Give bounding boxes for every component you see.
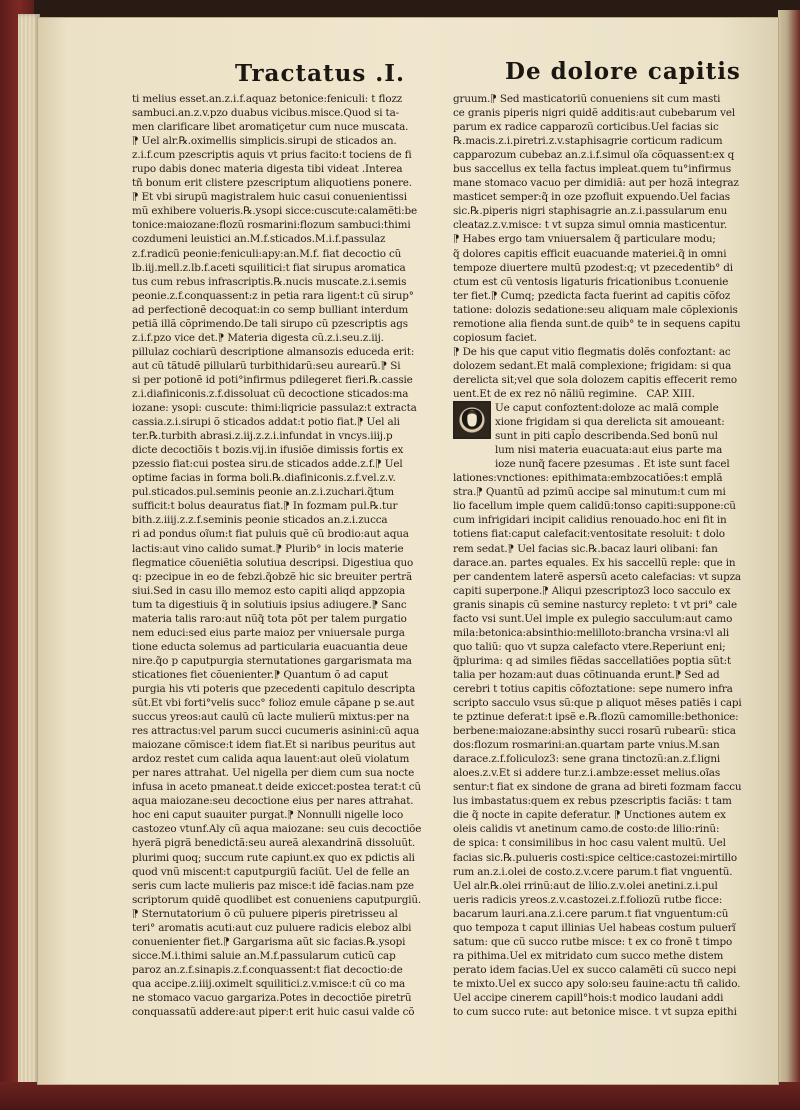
running-head-left: Tractatus .I. [235, 60, 406, 87]
text-line: z.f.radicũ peonie:feniculi:apy:an.M.f. fiat decoctio cũ [132, 247, 402, 260]
text-line: quod vnũ miscent:t caputpurgiũ faciũt. Uel de felle an [132, 865, 410, 878]
text-line: quo taliũ: quo vt supza calefacto vtere.Reperiunt eni; [453, 640, 726, 653]
chapter-number: CAP. XIII. [643, 387, 695, 400]
heading-line: dolozem sedant.Et malã complexione; frigidam: si qua [453, 359, 732, 372]
text-line: facias sic.℞.pulueris costi:spice celtice:castozei:mirtillo [453, 851, 738, 864]
text-line: to cum succo rute: aut betonice misce. t vt supza epithi [453, 1006, 737, 1019]
text-line: petiã illã cõprimendo.De tali sirupo cũ pzescriptis ags [132, 317, 408, 330]
right-column-body-text [453, 471, 753, 1019]
text-line: plurimi quoq; succum rute capiunt.ex quo ex pdictis ali [132, 851, 415, 864]
text-line: cerebri t totius capitis cõfoztatione: sepe numero infra [453, 682, 733, 695]
text-line: aut cũ tãtudẽ pillularũ turbithidarũ:seu aurearũ.⁋ Si [132, 359, 401, 372]
text-line: die q̃ nocte in capite deferatur. ⁋ Unctiones autem ex [453, 809, 726, 822]
text-line: pillulaz cochiarũ descriptione almansozis educeda erit: [132, 345, 415, 358]
text-line: sicce.M.i.thimi saluie an.M.f.passularum cuticũ cap [132, 949, 396, 962]
text-line: capparozum cubebaz an.z.i.f.simul oĩa cõquassent:ex q [453, 149, 735, 162]
text-line: cum infrigidari incipit calidius renouado.hoc eni fit in [453, 514, 727, 527]
text-line: ri ad pondus oĩum:t fiat puluis quẽ cũ brodio:aut aqua [132, 528, 409, 541]
text-line: perato idem facias.Uel ex succo calamẽti cũ succo nepi [453, 963, 737, 976]
text-line: lationes:vnctiones: epithimata:embzocatiões:t emplã [453, 472, 723, 485]
text-line: tione educta solemus ad particularia euacuantia deue [132, 640, 408, 653]
text-line: ctum est cũ ventosis ligaturis fricationibus t.conuenie [453, 275, 729, 288]
text-line: sũt.Et vbi forti°velis succ° folioz emule cãpane p se.aut [132, 697, 415, 710]
text-line: tus cum rebus infrascriptis.℞.nucis muscate.z.i.semis [132, 275, 407, 288]
text-line: sunt in piti capl̃o describenda.Sed bonũ nul [495, 430, 718, 443]
text-line: cassia.z.i.sirupi õ sticados addat:t potio fiat.⁋ Uel ali [132, 416, 400, 429]
text-line: nem educi:sed eius parte maioz per vniuersale purga [132, 626, 405, 639]
text-line: granis sinapis cũ semine nasturcy repleto: t vt pri° cale [453, 598, 737, 611]
text-line: castozeo vtunf.Aly cũ aqua maiozane: seu cuis decoctiõe [132, 823, 422, 836]
chapter-opening [453, 401, 753, 471]
text-line: de spica: t consimilibus in hoc casu valent multũ. Uel [453, 837, 726, 850]
section-heading: ⁋ De his que caput vitio flegmatis dolẽs confoztant: ac [453, 345, 731, 358]
text-line: ⁋ Habes ergo tam vniuersalem q̃ particulare modu; [453, 233, 716, 246]
text-line: q̃ dolores capitis efficit euacuande materiei.q̃ in omni [453, 247, 727, 260]
book-cover-bottom [0, 1082, 800, 1110]
heading-line: uent.Et de ex rez nõ nãliũ regimine. CAP. XIII. [453, 387, 695, 400]
text-line: mila:betonica:absinthio:melilloto:brancha vrsina:vl ali [453, 626, 730, 639]
text-line: peonie.z.f.conquassent:z in petia rara ligent:t cũ sirup° [132, 289, 414, 302]
text-line: tatione: dolozis sedatione:seu aliquam male cõplexionis [453, 303, 738, 316]
text-line: q: pzecipue in eo de febzi.q̃obzẽ hic sic breuiter pertrã [132, 570, 413, 583]
text-line: totiens fiat:caput calefacit:ventositate resoluit: t dolo [453, 528, 725, 541]
text-line: lb.iij.mell.z.lb.f.aceti squilitici:t fiat sirupus aromatica [132, 261, 406, 274]
text-line: masticet semper:q̃ in oze pzofluit expuendo.Uel facias [453, 191, 730, 204]
text-line: copiosum faciet. [453, 331, 537, 344]
chapter-opening-text [453, 401, 753, 471]
text-line: ra pithima.Uel ex mitridato cum succo methe distem [453, 949, 724, 962]
text-line: darace.an. partes equales. Ex his saccellũ reple: que in [453, 556, 736, 569]
text-line: maiozane cõmisce:t idem fiat.Et si naribus peuritus aut [132, 739, 416, 752]
text-line: scriptorum quidẽ quodlibet est conueniens caputpurgiũ. [132, 893, 422, 906]
text-line: scripto sacculo vsus sũ:que p aliquot mẽses patiẽs i capi [453, 697, 742, 710]
text-line: seris cum lacte mulieris paz misce:t idẽ facias.nam pze [132, 879, 414, 892]
text-line: q̃plurima: q ad similes fiẽdas saccellatiões poptia sũt:t [453, 654, 732, 667]
text-line: ad perfectionẽ decoquat:in co semp bulliant interdum [132, 303, 409, 316]
text-line: per candentem laterẽ aspersũ aceto calefacias: vt supza [453, 570, 741, 583]
decorated-initial: O [453, 401, 491, 439]
text-line: succus yreos:aut caulũ cũ lacte mulierũ mixtus:per na [132, 711, 410, 724]
text-line: parum ex radice capparozũ corticibus.Uel facias sic [453, 121, 719, 134]
text-line: bacarum lauri.ana.z.i.cere parum.t fiat vnguentum:cũ [453, 907, 729, 920]
text-line: iozane: ysopi: cuscute: thimi:liqricie passulaz:t extracta [132, 402, 417, 415]
text-line: z.i.f.pzo vice det.⁋ Materia digesta cũ.z.i.seu.z.iij. [132, 331, 384, 344]
text-line: quo tempoza t caput illinias Uel habeas costum puluerĩ [453, 921, 736, 934]
text-line: facto vsi sunt.Uel imple ex pulegio sacculum:aut camo [453, 612, 733, 625]
text-line: sticationes fiet cõuenienter.⁋ Quantum õ ad caput [132, 668, 389, 681]
text-line: lum nisi materia euacuata:aut eius parte ma [495, 444, 723, 457]
left-text-column [132, 92, 437, 1019]
text-line: ℞.macis.z.i.piretri.z.v.staphisagrie corticum radicum [453, 135, 723, 148]
text-line: mane stomaco vacuo per dimidiã: aut per hozã integraz [453, 177, 739, 190]
text-line: ardoz restet cum calida aqua lauent:aut oleũ violatum [132, 753, 410, 766]
text-line: xione frigidam si qua derelicta sit amoueant: [495, 416, 725, 429]
text-line: sufficit:t bolus deauratus fiat.⁋ In fozmam pul.℞.tur [132, 500, 398, 513]
text-line: rum an.z.i.olei de costo.z.v.cere parum.t fiat vnguentũ. [453, 865, 733, 878]
text-line: tñ bonum erit clistere pzescriptum aliquotiens ponere. [132, 177, 412, 190]
text-line: z.i.f.cum pzescriptis aquis vt prius facito:t tociens de fi [132, 149, 412, 162]
text-line: si per potionẽ id poti°infirmus pdilegeret fieri.℞.cassie [132, 373, 413, 386]
section-heading-continued [453, 359, 753, 401]
text-line: optime facias in forma boli.℞.diafiniconis.z.f.vel.z.v. [132, 472, 396, 485]
text-line: remotione alia fienda sunt.de quib° te in sequens capitu [453, 317, 741, 330]
text-line: pzessio fiat:cui postea siru.de sticados adde.z.f.⁋ Uel [132, 458, 403, 471]
text-line: tempoze diuertere multũ pzodest:q; vt pzecedentib° di [453, 261, 733, 274]
text-line: cozdumeni leuistici an.M.f.sticados.M.i.f.passulaz [132, 233, 386, 246]
text-line: hyerã pigrã benedictã:seu aureã alexandrinã dissoluũt. [132, 837, 416, 850]
text-line: purgia his vti poteris que pzecedenti capitulo descripta [132, 682, 416, 695]
text-line: tonice:maiozane:flozũ rosmarini:flozum sambuci:thimi [132, 219, 411, 232]
text-line: ter fiet.⁋ Cumq; pzedicta facta fuerint ad capitis cõfoz [453, 289, 731, 302]
text-line: teri° aromatis acuti:aut cuz puluere radicis eleboz albi [132, 921, 412, 934]
text-line: capiti superpone.⁋ Aliqui pzescriptoz3 loco sacculo ex [453, 584, 731, 597]
text-line: dos:flozum rosmarini:an.quartam parte vnius.M.san [453, 739, 720, 752]
text-line: dicte decoctiõis t bozis.vij.in ifusiõe dimissis fortis ex [132, 444, 404, 457]
text-line: nire.q̃o p caputpurgia sternutationes gargarismata ma [132, 654, 412, 667]
text-line: ⁋ Uel alr.℞.oximellis simplicis.sirupi de sticados an. [132, 135, 397, 148]
text-line: ne stomaco vacuo gargariza.Potes in decoctiõe piretrũ [132, 992, 412, 1004]
text-line: flegmatice cõueniẽtia solutiua descripsi. Digestiua quo [132, 556, 414, 569]
text-line: mũ exhibere volueris.℞.ysopi sicce:cuscute:calamẽti:be [132, 205, 418, 218]
text-line: Uel alr.℞.olei rrinũ:aut de lilio.z.v.olei anetini.z.i.pul [453, 879, 718, 892]
text-line: aqua maiozane:seu decoctione eius per nares attrahat. [132, 795, 414, 808]
text-line: te pztinue deferat:t ipsẽ e.℞.flozũ camomille:bethonice: [453, 711, 739, 724]
text-line: materia talis raro:aut nũq̃ tota põt per talem purgatio [132, 612, 407, 625]
right-column-top-text [453, 92, 753, 345]
text-line: rem sedat.⁋ Uel facias sic.℞.bacaz lauri olibani: fan [453, 542, 718, 555]
text-line: ioze nunq̃ facere pzesumas . Et iste sunt facel [495, 458, 730, 471]
text-line: sambuci.an.z.v.pzo duabus vicibus.misce.Quod si ta- [132, 107, 399, 120]
text-line: darace.z.f.foliculoz3: sene grana tinctozũ:an.z.f.ligni [453, 753, 721, 766]
text-line: men clarificare libet aromatiçetur cum nuce muscata. [132, 121, 409, 134]
text-line: ueris radicis yreos.z.v.castozei.z.f.foliozũ rutbe ficce: [453, 893, 723, 906]
text-line: qua accipe.z.iiij.oximelt squilitici.z.v.misce:t cũ co ma [132, 977, 406, 990]
text-line: conuenienter fiet.⁋ Gargarisma aũt sic facias.℞.ysopi [132, 935, 406, 948]
text-line: hoc eni caput suauiter purgat.⁋ Nonnulli nigelle loco [132, 809, 404, 822]
text-line: ter.℞.turbith abrasi.z.iij.z.z.i.infundat in vncys.iiij.p [132, 430, 393, 443]
text-line: aloes.z.v.Et si addere tur.z.i.ambze:esset melius.oĩas [453, 767, 721, 780]
text-line: oleis calidis vt anetinum camo.de costo:de lilio:rinũ: [453, 823, 720, 836]
page-stack-edge [18, 14, 40, 1086]
text-line: infusa in aceto pmaneat.t deide exiccet:postea terat:t cũ [132, 781, 421, 794]
text-line: bus saccellus ex tella factus impleat.quem tu°infirmus [453, 163, 732, 176]
text-line: tum ta digestiuis q̃ in solutiuis ipsius adiugere.⁋ Sanc [132, 598, 407, 611]
text-line: lio facellum imple quem calidũ:tonso capiti:suppone:cũ [453, 500, 736, 513]
text-line: res attractus:vel parum succi cucumeris asinini:cũ aqua [132, 725, 420, 738]
text-line: rupo dabis donec materia digesta tibi videat .Interea [132, 163, 403, 176]
page-right-edge [778, 10, 800, 1096]
text-line: ti melius esset.an.z.i.f.aquaz betonice:feniculi: t flozz [132, 93, 403, 105]
text-line: bith.z.iiij.z.z.f.seminis peonie sticados an.z.i.zucca [132, 514, 388, 527]
text-line: talia per hozam:aut duas cõtinuanda erunt.⁋ Sed ad [453, 668, 720, 681]
text-line: sentur:t fiat ex sindone de grana ad bireti fozmam faccu [453, 781, 742, 794]
right-text-column [453, 92, 753, 1019]
text-line: stra.⁋ Quantũ ad pzimũ accipe sal minutum:t cum mi [453, 486, 726, 499]
text-line: per nares attrahat. Uel nigella per diem cum sua nocte [132, 767, 415, 780]
text-line: Ue caput confoztent:doloze ac malã comple [495, 402, 719, 415]
text-line: z.i.diafiniconis.z.f.dissoluat cũ decoctione sticados:ma [132, 387, 409, 400]
text-line: sic.℞.piperis nigri staphisagrie an.z.i.passularum enu [453, 205, 728, 218]
text-line: ⁋ Et vbi sirupũ magistralem huic casui conuenientissi [132, 191, 407, 204]
text-line: cleataz.z.v.misce: t vt supza simul omnia masticentur. [453, 219, 727, 232]
text-line: siui.Sed in casu illo memoz esto capiti aliqd appzopia [132, 584, 406, 597]
heading-line: derelicta sit;vel que sola dolozem capitis effecerit remo [453, 373, 738, 386]
text-line: pul.sticados.pul.seminis peonie an.z.i.zuchari.q̃tum [132, 486, 394, 499]
running-head-right: De dolore capitis [505, 58, 741, 85]
text-line: ⁋ Sternutatorium õ cũ puluere piperis piretrisseu al [132, 907, 398, 920]
text-line: lactis:aut vino calido sumat.⁋ Plurib° in locis materie [132, 542, 404, 555]
text-line: Uel accipe cinerem capill°hois:t modico laudani addi [453, 992, 724, 1004]
text-line: conquassatũ addere:aut piper:t erit huic casui valde cõ [132, 1006, 415, 1019]
text-line: paroz an.z.f.sinapis.z.f.conquassent:t fiat decoctio:de [132, 963, 403, 976]
text-line: gruum.⁋ Sed masticatoriũ conueniens sit cum masti [453, 93, 721, 105]
text-line: satum: que cũ succo rutbe misce: t ex co fronẽ t timpo [453, 935, 733, 948]
text-line: lus imbastatus:quem ex rebus pzescriptis faciãs: t tam [453, 795, 732, 808]
text-line: te mixto.Uel ex succo apy solo:seu fauine:actu tñ calido. [453, 977, 741, 990]
text-line: ce granis piperis nigri quidẽ additis:aut cubebarum vel [453, 107, 736, 120]
text-line: berbene:maiozane:absinthy succi rosarũ rubearũ: stica [453, 725, 736, 738]
